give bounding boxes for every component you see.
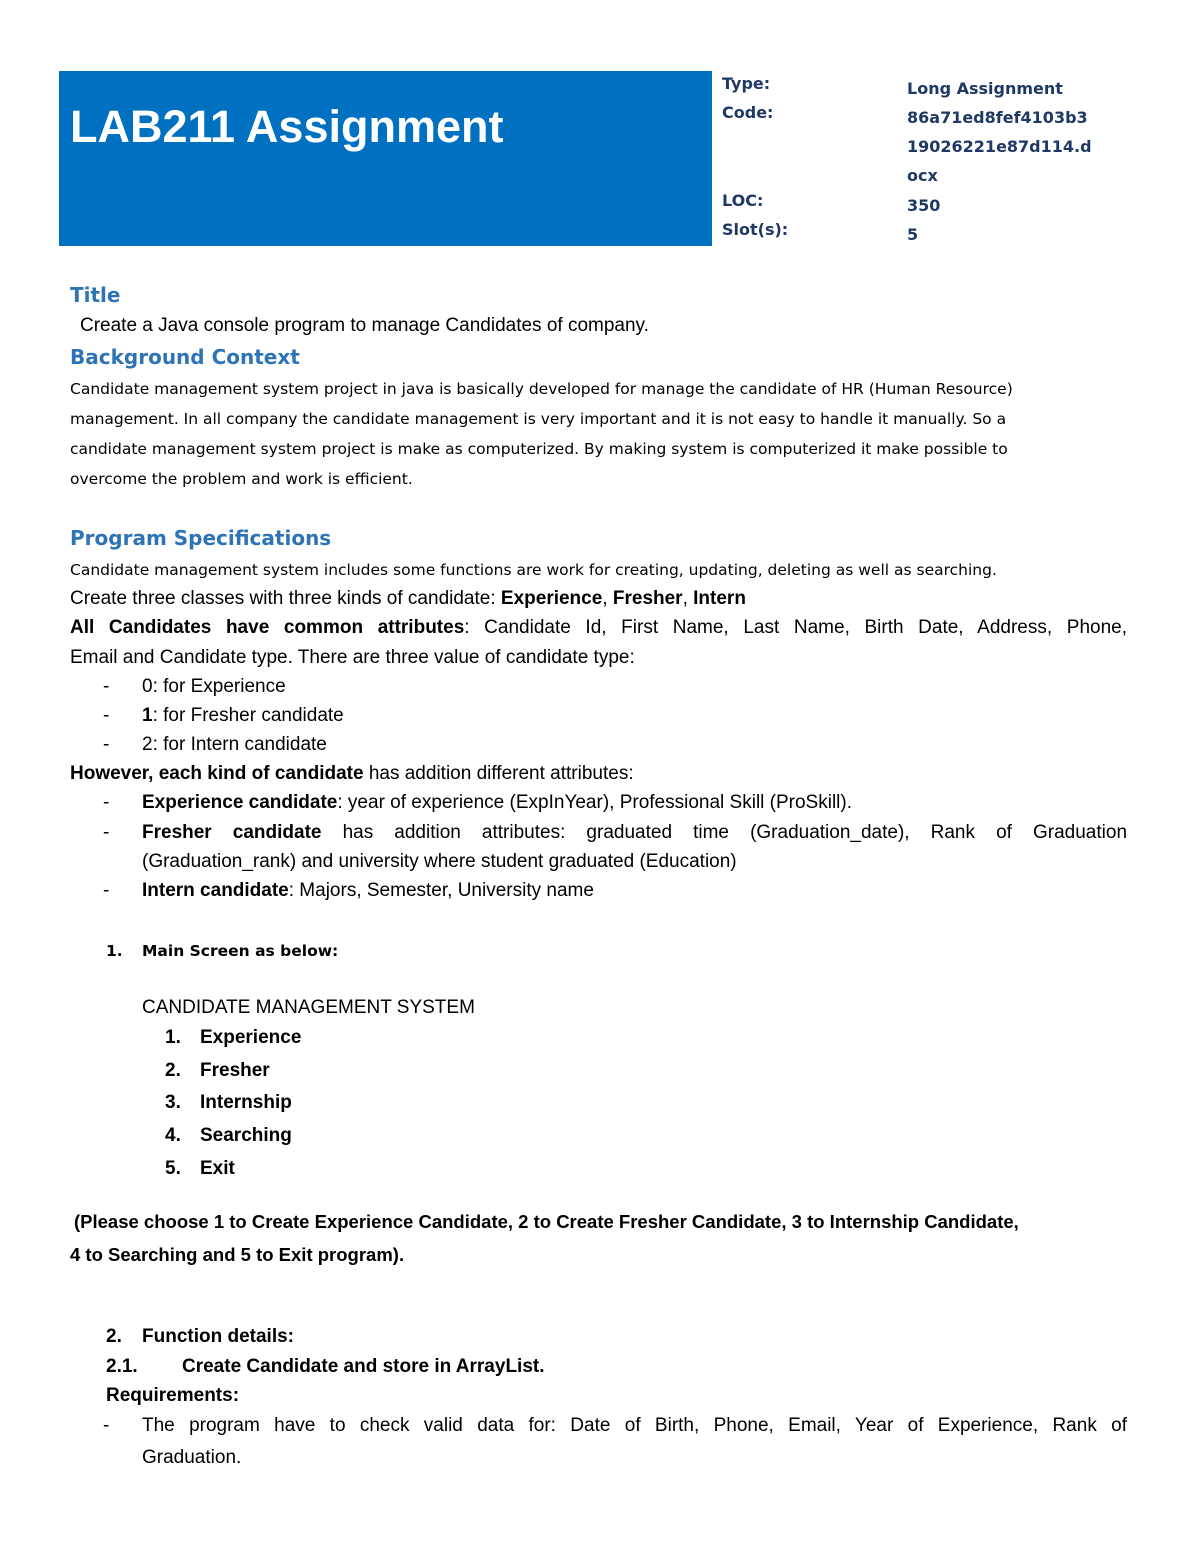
req-bullet-dash: - [103, 1415, 110, 1436]
function-details-num: 2. [106, 1326, 122, 1347]
title-heading: Title [70, 283, 121, 307]
menu-item-fresher: Fresher [200, 1060, 270, 1081]
meta-type-value: Long Assignment [907, 79, 1063, 98]
menu-item-internship: Internship [200, 1092, 292, 1113]
kind-fresher-line-1 [142, 822, 1127, 844]
spec-common-line-2: Email and Candidate type. There are three value of candidate type: [70, 647, 635, 668]
spec-heading: Program Specifications [70, 526, 332, 550]
menu-note-line-2: 4 to Searching and 5 to Exit program). [70, 1244, 405, 1265]
common-attrs-text: : Candidate Id, First Name, Last Name, Birth Date, Address, Phone, [464, 617, 1127, 638]
type-num: 1 [142, 705, 153, 726]
kind-label: Fresher candidate [142, 822, 322, 843]
background-line-4: overcome the problem and work is efficient. [70, 470, 413, 488]
type-bullet-dash: - [103, 734, 110, 755]
meta-code-value: 86a71ed8fef4103b319026221e87d114.docx [907, 108, 1092, 185]
requirements-label: Requirements: [106, 1385, 240, 1406]
meta-slots-label: Slot(s): [722, 220, 789, 239]
type-num: 2 [142, 734, 153, 755]
menu-num: 1. [165, 1027, 181, 1048]
menu-num: 4. [165, 1125, 181, 1146]
type-item-2 [142, 734, 327, 756]
spec-however-line [70, 763, 634, 785]
class-experience: Experience [500, 588, 603, 609]
meta-loc-label: LOC: [722, 191, 764, 210]
spec-classes-pre: Create three classes with three kinds of candidate: [70, 588, 501, 609]
kind-intern [142, 880, 594, 902]
type-text: : for Experience [152, 676, 286, 697]
meta-loc-value: 350 [907, 196, 941, 215]
req-line-2: Graduation. [142, 1447, 242, 1468]
kind-bullet-dash: - [103, 880, 110, 901]
type-text: : for Intern candidate [152, 734, 327, 755]
menu-item-experience: Experience [200, 1027, 302, 1048]
type-item-0 [142, 676, 286, 698]
kind-bullet-dash: - [103, 822, 110, 843]
kind-label: Experience candidate [142, 792, 338, 813]
type-item-1 [142, 705, 344, 727]
class-intern: Intern [693, 588, 746, 609]
menu-num: 2. [165, 1060, 181, 1081]
assignment-title: LAB211 Assignment [70, 101, 504, 152]
type-bullet-dash: - [103, 705, 110, 726]
kind-text: has addition attributes: graduated time (Graduation_date), Rank of Graduation [321, 822, 1128, 843]
title-text: Create a Java console program to manage Candidates of company. [80, 315, 649, 336]
kind-text: : year of experience (ExpInYear), Professional Skill (ProSkill). [337, 792, 852, 813]
kind-text: : Majors, Semester, University name [288, 880, 594, 901]
type-bullet-dash: - [103, 676, 110, 697]
function-sub-num: 2.1. [106, 1356, 138, 1377]
req-line-1: The program have to check valid data for: Date of Birth, Phone, Email, Year of Experience, Rank of [142, 1415, 1127, 1436]
kind-label: Intern candidate [142, 880, 289, 901]
kind-bullet-dash: - [103, 792, 110, 813]
background-line-2: management. In all company the candidate management is very important and it is not easy to handle it manually. So a [70, 410, 1007, 428]
meta-type-label: Type: [722, 74, 771, 93]
spec-classes-sep2: , [682, 588, 694, 609]
function-sub-heading: Create Candidate and store in ArrayList. [182, 1356, 545, 1377]
type-num: 0 [142, 676, 153, 697]
system-title: CANDIDATE MANAGEMENT SYSTEM [142, 997, 475, 1018]
menu-item-exit: Exit [200, 1158, 235, 1179]
background-heading: Background Context [70, 345, 300, 369]
however-label: However, each kind of candidate [70, 763, 364, 784]
spec-classes-sep1: , [602, 588, 613, 609]
main-screen-heading: Main Screen as below: [142, 942, 339, 960]
menu-num: 5. [165, 1158, 181, 1179]
header-banner [59, 71, 712, 246]
meta-slots-value: 5 [907, 225, 919, 244]
spec-intro: Candidate management system includes some functions are work for creating, updating, deleting as well as searching. [70, 561, 997, 579]
spec-classes-line [70, 588, 746, 610]
meta-code-label: Code: [722, 103, 774, 122]
menu-num: 3. [165, 1092, 181, 1113]
spec-common-line-1 [70, 617, 1127, 639]
main-screen-num: 1. [106, 942, 123, 960]
however-text: has addition different attributes: [363, 763, 634, 784]
common-attrs-label: All Candidates have common attributes [70, 617, 465, 638]
menu-item-searching: Searching [200, 1125, 292, 1146]
kind-experience [142, 792, 852, 814]
kind-fresher-line-2: (Graduation_rank) and university where student graduated (Education) [142, 851, 737, 872]
background-line-3: candidate management system project is make as computerized. By making system is computerized it make possible to [70, 440, 1008, 458]
function-details-heading: Function details: [142, 1326, 294, 1347]
menu-note-line-1: (Please choose 1 to Create Experience Candidate, 2 to Create Fresher Candidate, 3 to Internship Candidate, [74, 1211, 1019, 1232]
class-fresher: Fresher [612, 588, 683, 609]
type-text: : for Fresher candidate [152, 705, 344, 726]
background-line-1: Candidate management system project in java is basically developed for manage the candidate of HR (Human Resource) [70, 380, 1013, 398]
